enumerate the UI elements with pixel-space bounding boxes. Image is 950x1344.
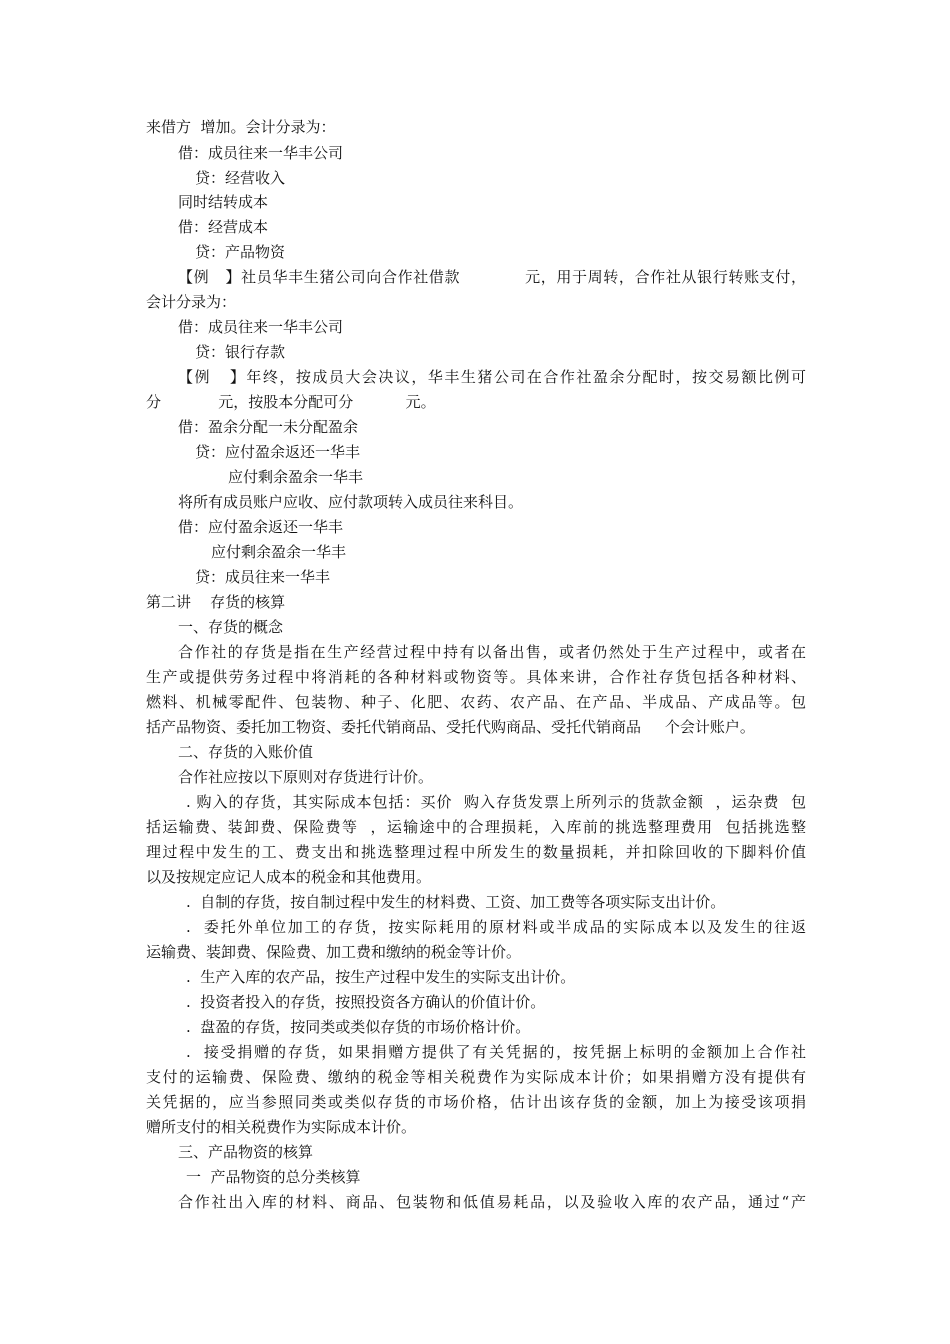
text-line: 生产或提供劳务过程中将消耗的各种材料或物资等。具体来讲，合作社存货包括各种材料、 (146, 668, 806, 686)
text-line: 运输费、装卸费、保险费、加工费和缴纳的税金等计价。 (146, 943, 522, 961)
text-line: 借：成员往来一华丰公司 (178, 318, 344, 336)
text-line: . 盘盈的存货，按同类或类似存货的市场价格计价。 (186, 1018, 531, 1036)
text-line: 贷：成员往来一华丰 (195, 568, 331, 586)
text-line: . 委托外单位加工的存货，按实际耗用的原材料或半成品的实际成本以及发生的往返 (186, 918, 806, 936)
text-line: . 投资者投入的存货，按照投资各方确认的价值计价。 (186, 993, 546, 1011)
text-line: 应付剩余盈余一华丰 (228, 468, 364, 486)
text-line: 【例 】年终，按成员大会决议，华丰生猪公司在合作社盈余分配时，按交易额比例可 (178, 368, 806, 386)
subsection-heading: 三、产品物资的核算 (178, 1143, 314, 1161)
text-line: 括运输费、装卸费、保险费等 ，运输途中的合理损耗，入库前的挑选整理费用 包括挑选整 (146, 818, 806, 836)
subsection-heading: 一、存货的概念 (178, 618, 284, 636)
text-line: . 自制的存货，按自制过程中发生的材料费、工资、加工费等各项实际支出计价。 (186, 893, 726, 911)
text-line: 应付剩余盈余一华丰 (211, 543, 347, 561)
text-line: 借：经营成本 (178, 218, 269, 236)
text-line: 分 元，按股本分配可分 元。 (146, 393, 436, 411)
text-line: 贷：应付盈余返还一华丰 (195, 443, 361, 461)
text-line: 燃料、机械零配件、包装物、种子、化肥、农药、农产品、在产品、半成品、产成品等。包 (146, 693, 806, 711)
text-line: 借：盈余分配一未分配盈余 (178, 418, 359, 436)
text-line: . 接受捐赠的存货，如果捐赠方提供了有关凭据的，按凭据上标明的金额加上合作社 (186, 1043, 806, 1061)
text-line: 以及按规定应记人成本的税金和其他费用。 (146, 868, 432, 886)
text-line: 支付的运输费、保险费、缴纳的税金等相关税费作为实际成本计价；如果捐赠方没有提供有 (146, 1068, 806, 1086)
text-line: 【例 】社员华丰生猪公司向合作社借款 元，用于周转，合作社从银行转账支付， (178, 268, 806, 286)
subsection-heading: 二、存货的入账价值 (178, 743, 314, 761)
text-line: 贷：经营收入 (195, 169, 286, 187)
text-line: 理过程中发生的工、费支出和挑选整理过程中所发生的数量损耗，并扣除回收的下脚料价值 (146, 843, 806, 861)
text-line: 赠所支付的相关税费作为实际成本计价。 (146, 1118, 417, 1136)
text-line: 会计分录为： (146, 293, 237, 311)
text-line: 合作社出入库的材料、商品、包装物和低值易耗品，以及验收入库的农产品，通过“产 (178, 1193, 806, 1211)
text-line: 括产品物资、委托加工物资、委托代销商品、受托代购商品、受托代销商品 个会计账户。 (146, 718, 755, 736)
subsection-heading: 一 产品物资的总分类核算 (186, 1168, 361, 1186)
text-line: . 购入的存货，其实际成本包括：买价 购入存货发票上所列示的货款金额 ，运杂费 包 (186, 793, 806, 811)
text-line: 借：成员往来一华丰公司 (178, 144, 344, 162)
text-line: 合作社应按以下原则对存货进行计价。 (178, 768, 434, 786)
text-line: 来借方 增加。会计分录为： (146, 118, 336, 136)
text-line: 借：应付盈余返还一华丰 (178, 518, 344, 536)
text-line: 关凭据的，应当参照同类或类似存货的市场价格，估计出该存货的金额，加上为接受该项捐 (146, 1093, 806, 1111)
text-line: . 生产入库的农产品，按生产过程中发生的实际支出计价。 (186, 968, 576, 986)
text-line: 合作社的存货是指在生产经营过程中持有以备出售，或者仍然处于生产过程中，或者在 (178, 643, 806, 661)
text-line: 将所有成员账户应收、应付款项转入成员往来科目。 (178, 493, 524, 511)
text-line: 贷：产品物资 (195, 243, 286, 261)
section-heading: 第二讲 存货的核算 (146, 593, 286, 611)
text-line: 贷：银行存款 (195, 343, 286, 361)
text-line: 同时结转成本 (178, 193, 269, 211)
